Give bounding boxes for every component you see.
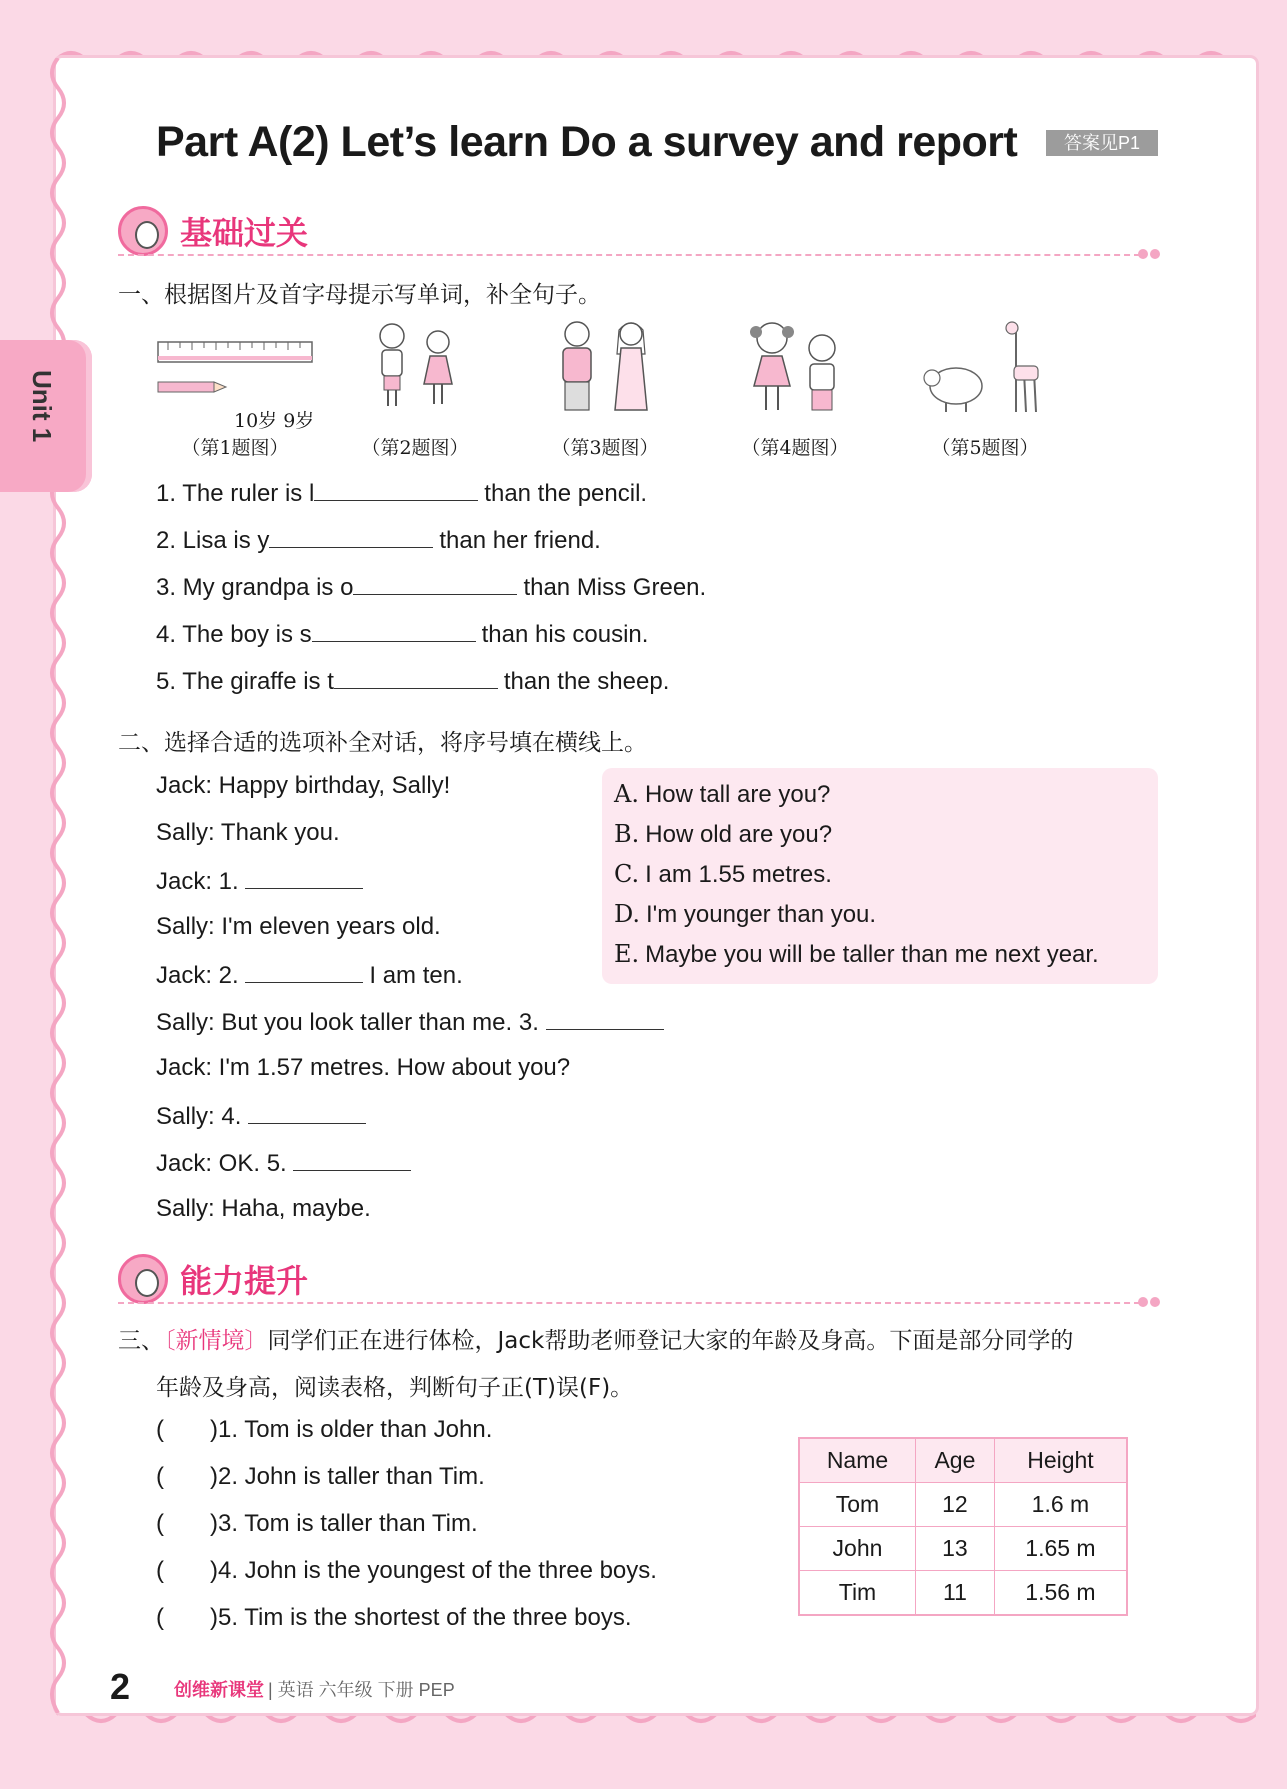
- answer-blank[interactable]: [269, 525, 433, 548]
- table-row: Tom 12 1.6 m: [799, 1483, 1127, 1527]
- dots-decoration: [1136, 246, 1160, 264]
- header-name: Name: [799, 1438, 915, 1483]
- caption-2: （第2题图）: [361, 437, 469, 459]
- section-header-basic: [118, 202, 1160, 260]
- judge-bracket[interactable]: ( ): [156, 1416, 218, 1443]
- answer-blank[interactable]: [248, 1101, 366, 1124]
- question-1-pictures: [150, 320, 1080, 460]
- q3-item-4: ( ) 4. John is the youngest of the three boys.: [156, 1557, 657, 1584]
- judge-bracket[interactable]: ( ): [156, 1510, 218, 1537]
- mascot-icon: [118, 206, 168, 256]
- section-title-advanced: 能力提升: [180, 1262, 309, 1300]
- option-e: E. Maybe you will be taller than me next year.: [614, 940, 1099, 968]
- picture-5: [900, 320, 1070, 460]
- unit-tab: [0, 340, 92, 492]
- ruler-and-pencil-icon: [150, 320, 320, 400]
- grandpa-and-teacher-icon: [545, 320, 665, 420]
- judge-bracket[interactable]: ( ): [156, 1604, 218, 1631]
- ages-label: 10岁 9岁: [234, 410, 315, 432]
- answer-blank[interactable]: [334, 666, 498, 689]
- girl-and-boy-icon: [740, 320, 850, 420]
- header-height: Height: [994, 1438, 1127, 1483]
- question-3-title: 三、〔新情境〕同学们正在进行体检，Jack帮助老师登记大家的年龄及身高。下面是部分同学的: [118, 1328, 1074, 1354]
- caption-5: （第5题图）: [931, 437, 1039, 459]
- dialogue-line-10: Sally: Haha, maybe.: [156, 1195, 371, 1222]
- dialogue-line-1: Jack: Happy birthday, Sally!: [156, 772, 451, 799]
- dialogue-line-2: Sally: Thank you.: [156, 819, 340, 846]
- two-children-icon: [360, 320, 470, 410]
- answer-blank[interactable]: [245, 960, 363, 983]
- option-a: A. How tall are you?: [614, 780, 831, 808]
- age-height-table: [798, 1437, 1128, 1616]
- options-box: [602, 768, 1158, 984]
- judge-bracket[interactable]: ( ): [156, 1557, 218, 1584]
- question-3-intro: 年龄及身高，阅读表格，判断句子正(T)误(F)。: [156, 1375, 634, 1401]
- dots-decoration: [1136, 1294, 1160, 1312]
- unit-tab-label: Unit 1: [27, 370, 57, 443]
- dashed-divider: [118, 254, 1140, 256]
- dialogue-line-3: Jack: 1.: [156, 866, 369, 896]
- q1-item-3: 3. My grandpa is o than Miss Green.: [156, 574, 707, 601]
- dialogue-line-5: Jack: 2. I am ten.: [156, 962, 463, 989]
- caption-1: （第1题图）: [181, 437, 289, 459]
- answer-reference-tag: 答案见P1: [1046, 130, 1158, 156]
- q1-item-5: 5. The giraffe is t than the sheep.: [156, 668, 670, 695]
- section-header-advanced: [118, 1250, 1160, 1308]
- question-2-title: 二、选择合适的选项补全对话，将序号填在横线上。: [118, 730, 647, 756]
- q3-item-3: ( ) 3. Tom is taller than Tim.: [156, 1510, 478, 1537]
- dialogue-line-4: Sally: I'm eleven years old.: [156, 913, 441, 940]
- left-wave-border: [46, 58, 70, 1713]
- header-age: Age: [915, 1438, 994, 1483]
- answer-blank[interactable]: [293, 1148, 411, 1171]
- answer-blank[interactable]: [245, 866, 363, 889]
- picture-4: [710, 320, 880, 460]
- table-row: John 13 1.65 m: [799, 1527, 1127, 1571]
- answer-blank[interactable]: [312, 619, 476, 642]
- answer-blank[interactable]: [546, 1007, 664, 1030]
- dialogue-line-7: Jack: I'm 1.57 metres. How about you?: [156, 1054, 571, 1081]
- answer-blank[interactable]: [314, 478, 478, 501]
- option-b: B. How old are you?: [614, 820, 833, 848]
- dialogue-line-9: Jack: OK. 5.: [156, 1148, 417, 1178]
- dashed-divider: [118, 1302, 1140, 1304]
- dialogue-line-6: Sally: But you look taller than me. 3.: [156, 1007, 670, 1037]
- q3-item-2: ( ) 2. John is taller than Tim.: [156, 1463, 485, 1490]
- brand-name: 创维新课堂: [174, 1680, 264, 1700]
- judge-bracket[interactable]: ( ): [156, 1463, 218, 1490]
- option-d: D. I'm younger than you.: [614, 900, 877, 928]
- page-number: 2: [110, 1666, 131, 1707]
- picture-1: [150, 320, 320, 460]
- table-header-row: [799, 1438, 1127, 1483]
- q1-item-1: 1. The ruler is l than the pencil.: [156, 480, 648, 507]
- q3-item-1: ( ) 1. Tom is older than John.: [156, 1416, 493, 1443]
- q1-item-2: 2. Lisa is y than her friend.: [156, 527, 601, 554]
- q1-item-4: 4. The boy is s than his cousin.: [156, 621, 649, 648]
- page-title: Part A(2) Let’s learn Do a survey and report: [156, 118, 1018, 166]
- picture-3: [520, 320, 690, 460]
- question-1-title: 一、根据图片及首字母提示写单词，补全句子。: [118, 282, 601, 308]
- caption-3: （第3题图）: [551, 437, 659, 459]
- q3-item-5: ( ) 5. Tim is the shortest of the three boys.: [156, 1604, 632, 1631]
- option-c: C. I am 1.55 metres.: [614, 860, 832, 888]
- sheep-and-giraffe-icon: [920, 320, 1050, 420]
- footer-info: 创维新课堂 | 英语 六年级 下册 PEP: [174, 1680, 455, 1700]
- picture-2: [330, 320, 500, 460]
- new-context-tag: 〔新情境〕: [164, 1328, 268, 1354]
- mascot-icon: [118, 1254, 168, 1304]
- dialogue-line-8: Sally: 4.: [156, 1101, 372, 1131]
- answer-blank[interactable]: [353, 572, 517, 595]
- section-title-basic: 基础过关: [180, 214, 309, 252]
- caption-4: （第4题图）: [741, 437, 849, 459]
- table-row: Tim 11 1.56 m: [799, 1571, 1127, 1616]
